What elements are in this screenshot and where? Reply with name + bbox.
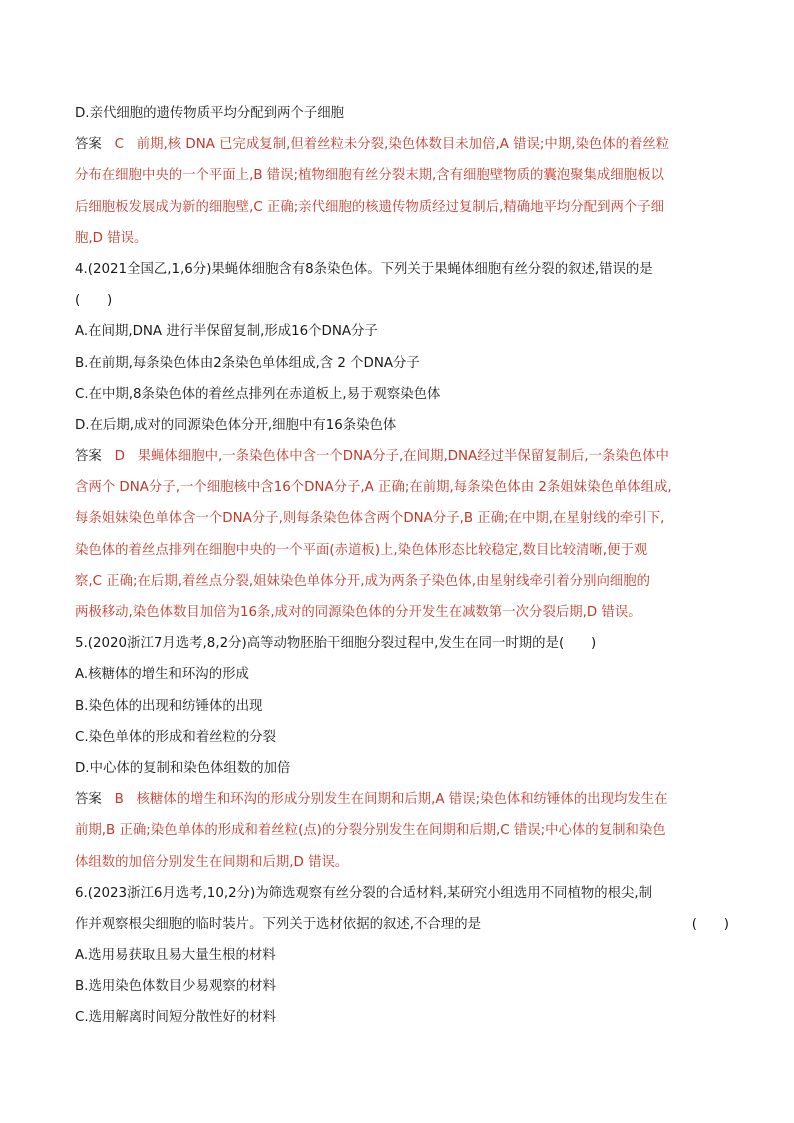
- answer-tag: 答案: [75, 449, 102, 465]
- q5-option-b: B.染色体的出现和纺锤体的出现: [75, 698, 263, 714]
- q6-option-b: B.选用染色体数目少易观察的材料: [75, 979, 276, 995]
- answer-tag: 答案: [75, 792, 102, 808]
- answer-tag: 答案: [75, 137, 102, 153]
- q6-option-a: A.选用易获取且易大量生根的材料: [75, 948, 276, 964]
- q4-expl-6: 两极移动,染色体数目加倍为16条,成对的同源染色体的分开发生在减数第一次分裂后期,D 错误。: [75, 605, 642, 620]
- q6-stem-2-row: [75, 909, 729, 940]
- q5-expl-3: 体组数的加倍分别发生在间期和后期,D 错误。: [75, 854, 349, 870]
- q5-option-d: D.中心体的复制和染色体组数的加倍: [75, 760, 291, 776]
- q5-option-c: C.染色单体的形成和着丝粒的分裂: [75, 729, 277, 745]
- answer-letter: D: [114, 449, 125, 465]
- page-content: [75, 98, 729, 1034]
- q4-expl-5: 察,C 正确;在后期,着丝点分裂,姐妹染色单体分开,成为两条子染色体,由星射线牵引着分别向细胞的: [75, 573, 651, 589]
- q5-stem-1: 5.(2020浙江7月选考,8,2分)高等动物胚胎干细胞分裂过程中,发生在同一时期的是( ): [75, 636, 597, 652]
- q4-expl-1: 果蝇体细胞中,一条染色体中含一个DNA分子,在间期,DNA经过半保留复制后,一条染色体中: [137, 449, 669, 465]
- q4-option-a: A.在间期,DNA 进行半保留复制,形成16个DNA分子: [75, 324, 378, 340]
- q5-answer-line-1: [75, 784, 729, 815]
- q4-option-b: B.在前期,每条染色体由2条染色单体组成,含 2 个DNA分子: [75, 355, 420, 371]
- q4-option-d: D.在后期,成对的同源染色体分开,细胞中有16条染色体: [75, 417, 397, 433]
- q5-option-a: A.核糖体的增生和环沟的形成: [75, 667, 249, 683]
- q4-stem-2: ( ): [75, 293, 113, 309]
- q4-expl-4: 染色体的着丝点排列在细胞中央的一个平面(赤道板)上,染色体形态比较稳定,数目比较清晰,便于观: [75, 542, 648, 558]
- q4-option-c: C.在中期,8条染色体的着丝点排列在赤道板上,易于观察染色体: [75, 386, 441, 402]
- q6-answer-paren: ( ): [691, 916, 729, 932]
- q3-expl-1: 前期,核 DNA 已完成复制,但着丝粒未分裂,染色体数目未加倍,A 错误;中期,染色体的着丝粒: [136, 137, 670, 153]
- q4-expl-3: 每条姐妹染色单体含一个DNA分子,则每条染色体含两个DNA分子,B 正确;在中期,在星射线的牵引下,: [75, 511, 665, 527]
- answer-letter: B: [114, 792, 124, 808]
- q6-stem-2: 作并观察根尖细胞的临时装片。下列关于选材依据的叙述,不合理的是: [75, 916, 481, 932]
- q3-expl-3: 后细胞板发展成为新的细胞壁,C 正确;亲代细胞的核遗传物质经过复制后,精确地平均分配到两个子细: [75, 199, 665, 215]
- q3-option-d: D.亲代细胞的遗传物质平均分配到两个子细胞: [75, 106, 344, 121]
- q5-expl-1: 核糖体的增生和环沟的形成分别发生在间期和后期,A 错误;染色体和纺锤体的出现均发生在: [136, 792, 668, 808]
- q3-expl-2: 分布在细胞中央的一个平面上,B 错误;植物细胞有丝分裂末期,含有细胞壁物质的囊泡聚集成细胞板以: [75, 168, 664, 184]
- q4-stem-1: 4.(2021全国乙,1,6分)果蝇体细胞含有8条染色体。下列关于果蝇体细胞有丝分裂的叙述,错误的是: [75, 261, 653, 277]
- q5-expl-2: 前期,B 正确;染色单体的形成和着丝粒(点)的分裂分别发生在间期和后期,C 错误;中心体的复制和染色: [75, 823, 666, 839]
- answer-letter: C: [114, 137, 124, 153]
- q3-answer-line-1: [75, 129, 729, 160]
- q6-stem-1: 6.(2023浙江6月选考,10,2分)为筛选观察有丝分裂的合适材料,某研究小组选用不同植物的根尖,制: [75, 885, 653, 901]
- q6-option-c: C.选用解离时间短分散性好的材料: [75, 1010, 277, 1026]
- q4-expl-2: 含两个 DNA分子,一个细胞核中含16个DNA分子,A 正确;在前期,每条染色体由 2条姐妹染色单体组成,: [75, 480, 672, 496]
- q4-answer-line-1: [75, 441, 729, 472]
- q3-expl-4: 胞,D 错误。: [75, 230, 148, 246]
